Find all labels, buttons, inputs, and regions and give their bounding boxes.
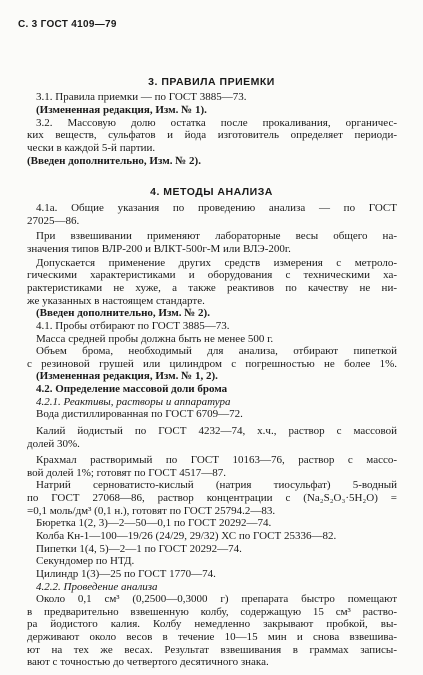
section-4-title: 4. МЕТОДЫ АНАЛИЗА	[150, 186, 273, 198]
amendment-note: (Введен дополнительно, Изм. № 2).	[36, 307, 210, 319]
subsection-heading: 4.2.1. Реактивы, растворы и аппаратура	[36, 396, 231, 408]
text-line: Калий йодистый по ГОСТ 4232—74, х.ч., раствор с массовой	[36, 425, 397, 437]
text-line: с резиновой грушей или цилиндром с погрешностью не более 1%.	[27, 358, 397, 370]
amendment-note: (Введен дополнительно, Изм. № 2).	[27, 155, 201, 167]
text-line: 4.1. Пробы отбирают по ГОСТ 3885—73.	[36, 320, 230, 332]
text-line: ких веществ, сульфатов и йода изготовитель определяет периоди-	[27, 129, 397, 141]
text-line: При взвешивании применяют лабораторные весы общего на-	[36, 230, 397, 242]
text-line: 3.2. Массовую долю остатка после прокаливания, органичес-	[36, 117, 397, 129]
text-line: по ГОСТ 27068—86, раствор концентрации с (Na₂S₂O₃·5H₂O) =	[27, 492, 397, 504]
text-line: Цилиндр 1(3)—25 по ГОСТ 1770—74.	[36, 568, 216, 580]
text-line: долей 30%.	[27, 438, 80, 450]
text-line: Пипетки 1(4, 5)—2—1 по ГОСТ 20292—74.	[36, 543, 242, 555]
text-line: ра йодистого калия. Колбу немедленно закрывают пробкой, вы-	[27, 618, 397, 630]
text-line: гическими характеристиками и оборудования с техническими ха-	[27, 269, 397, 281]
text-line: в предварительно взвешенную колбу, содержащую 15 см³ раство-	[27, 606, 397, 618]
text-line: Около 0,1 см³ (0,2500—0,3000 г) препарата быстро помещают	[36, 593, 397, 605]
text-line: Допускается применение других средств измерения с метроло-	[36, 257, 397, 269]
amendment-note: (Измененная редакция, Изм. № 1).	[36, 104, 207, 116]
text-line: Натрий серноватисто-кислый (натрия тиосульфат) 5-водный	[36, 479, 397, 491]
text-line: Колба Кн-1—100—19/26 (24/29, 29/32) ХС по ГОСТ 25336—82.	[36, 530, 337, 542]
text-line: =0,1 моль/дм³ (0,1 н.), готовят по ГОСТ 25794.2—83.	[27, 505, 276, 517]
text-line: рактеристиками не хуже, а также реактивов по качеству не ни-	[27, 282, 397, 294]
text-line: держивают около весов в течение 10—15 мин и снова взвешива-	[27, 631, 397, 643]
text-line: значения типов ВЛР-200 и ВЛКТ-500г-М или ВЛЭ-200г.	[27, 243, 291, 255]
text-line: вают с точностью до четвертого десятичного знака.	[27, 656, 269, 668]
amendment-note: (Измененная редакция, Изм. № 1, 2).	[36, 370, 218, 382]
text-line: вой долей 1%; готовят по ГОСТ 4517—87.	[27, 467, 226, 479]
text-line: же указанных в настоящем стандарте.	[27, 295, 205, 307]
text-line: 4.1а. Общие указания по проведению анализа — по ГОСТ	[36, 202, 397, 214]
page-header: С. 3 ГОСТ 4109—79	[18, 19, 117, 30]
text-line: Объем брома, необходимый для анализа, отбирают пипеткой	[36, 345, 397, 357]
text-line: Вода дистиллированная по ГОСТ 6709—72.	[36, 408, 243, 420]
subsection-heading: 4.2. Определение массовой доли брома	[36, 383, 228, 395]
text-line: Масса средней пробы должна быть не менее 500 г.	[36, 333, 274, 345]
text-line: 3.1. Правила приемки — по ГОСТ 3885—73.	[36, 91, 247, 103]
section-3-title: 3. ПРАВИЛА ПРИЕМКИ	[148, 76, 275, 88]
text-line: 27025—86.	[27, 215, 80, 227]
text-line: Секундомер по НТД.	[36, 555, 135, 567]
text-line: Крахмал растворимый по ГОСТ 10163—76, раствор с массо-	[36, 454, 397, 466]
subsection-heading: 4.2.2. Проведение анализа	[36, 581, 158, 593]
text-line: чески в каждой 5-й партии.	[27, 142, 156, 154]
text-line: ют на тех же весах. Результат взвешивания в граммах записы-	[27, 644, 397, 656]
text-line: Бюретка 1(2, 3)—2—50—0,1 по ГОСТ 20292—74.	[36, 517, 272, 529]
